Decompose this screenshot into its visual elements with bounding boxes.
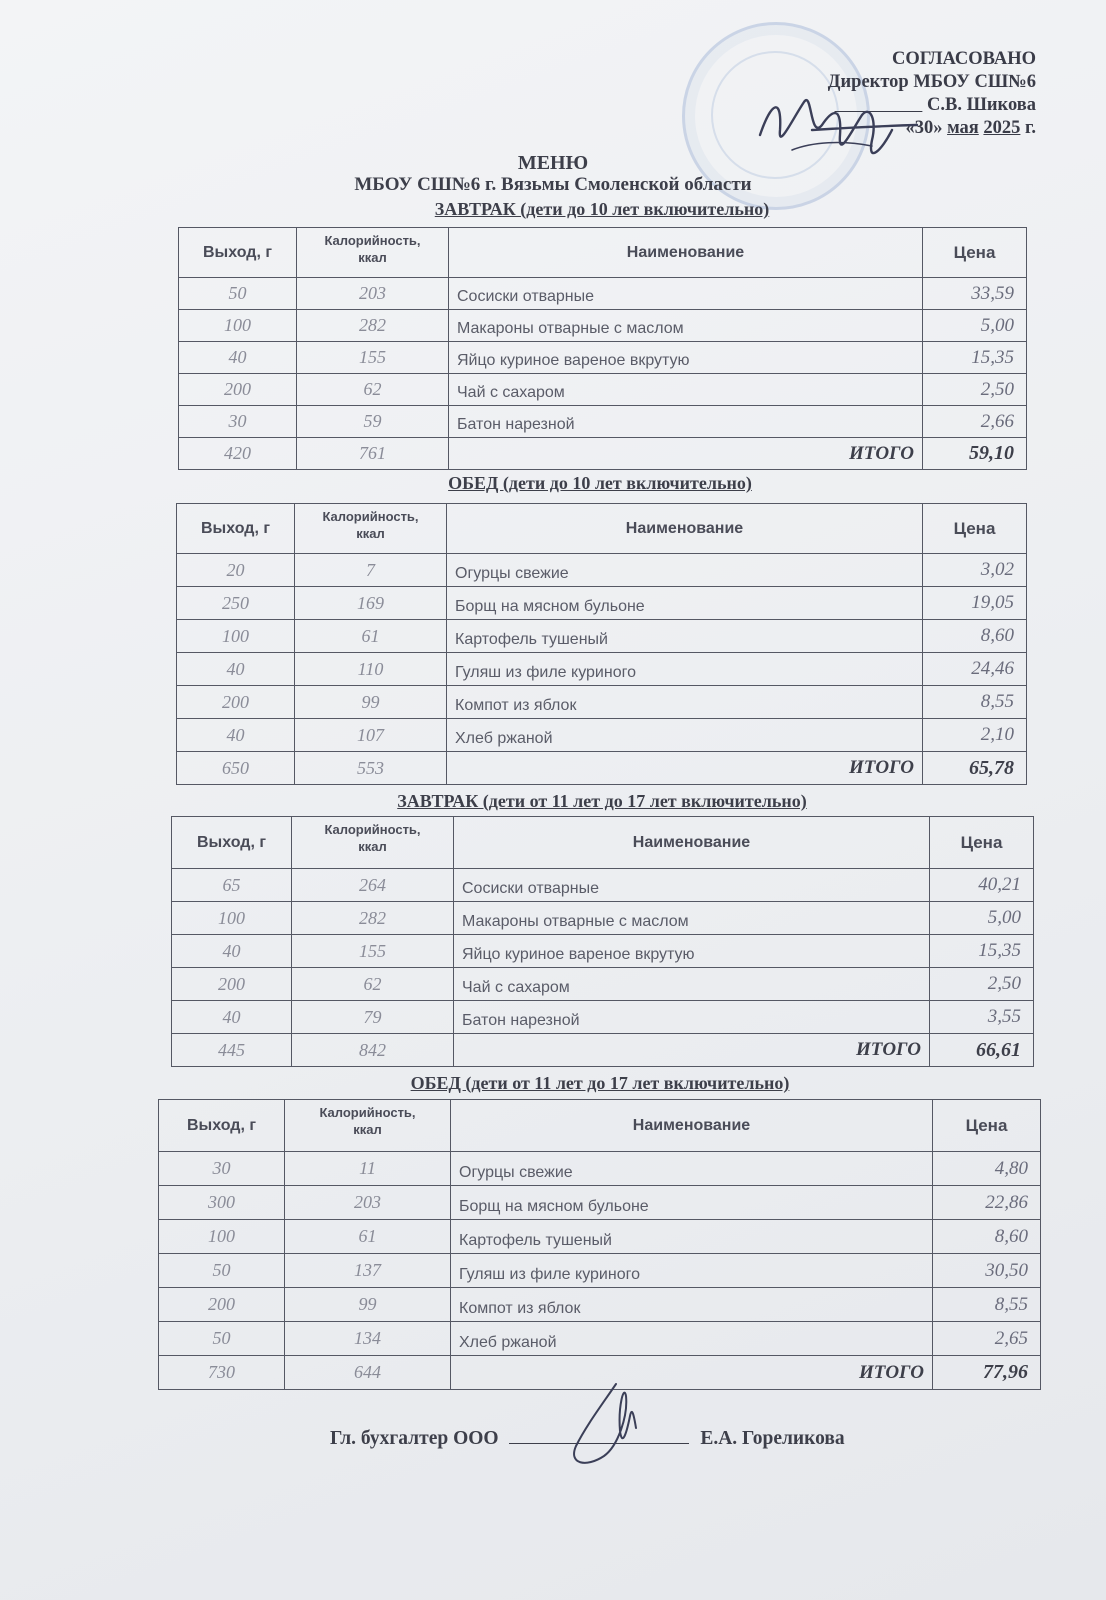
table-row — [172, 968, 1034, 1001]
document-title: МЕНЮ — [517, 152, 589, 174]
cell-weight: 100 — [159, 1220, 285, 1254]
total-price: 65,78 — [923, 752, 1027, 785]
accountant-role: Гл. бухгалтер ООО — [330, 1428, 499, 1449]
table-header-row — [177, 504, 1027, 554]
cell-price: 2,65 — [933, 1322, 1041, 1356]
cell-weight: 50 — [179, 278, 297, 310]
section-title-lunch-11-17: ОБЕД (дети от 11 лет до 17 лет включительно) — [410, 1073, 790, 1093]
cell-weight: 200 — [177, 686, 295, 719]
cell-name: Хлеб ржаной — [447, 719, 923, 752]
approval-name: С.В. Шикова — [927, 95, 1036, 115]
table-row — [177, 653, 1027, 686]
cell-weight: 50 — [159, 1322, 285, 1356]
menu-table-lunch-11-17 — [158, 1099, 1041, 1390]
cell-name: Компот из яблок — [447, 686, 923, 719]
cell-price: 30,50 — [933, 1254, 1041, 1288]
cell-kcal: 79 — [292, 1001, 454, 1034]
cell-price: 24,46 — [923, 653, 1027, 686]
table-row — [159, 1254, 1041, 1288]
column-weight: Выход, г — [177, 504, 295, 554]
cell-kcal: 62 — [297, 374, 449, 406]
cell-price: 40,21 — [930, 869, 1034, 902]
table-row — [177, 620, 1027, 653]
total-kcal: 842 — [292, 1034, 454, 1067]
cell-name: Батон нарезной — [449, 406, 923, 438]
cell-kcal: 61 — [295, 620, 447, 653]
column-calories: Калорийность, ккал — [285, 1100, 451, 1152]
cell-name: Сосиски отварные — [454, 869, 930, 902]
menu-table-breakfast-under-10 — [178, 227, 1027, 470]
cell-weight: 50 — [159, 1254, 285, 1288]
column-calories: Калорийность, ккал — [297, 228, 449, 278]
table-row — [179, 374, 1027, 406]
table-row — [177, 554, 1027, 587]
total-label: ИТОГО — [451, 1356, 933, 1390]
total-weight: 730 — [159, 1356, 285, 1390]
column-name: Наименование — [447, 504, 923, 554]
cell-price: 2,50 — [923, 374, 1027, 406]
cell-price: 3,55 — [930, 1001, 1034, 1034]
menu-table-lunch-under-10 — [176, 503, 1027, 785]
table-row — [179, 406, 1027, 438]
total-price: 66,61 — [930, 1034, 1034, 1067]
cell-weight: 200 — [172, 968, 292, 1001]
cell-price: 22,86 — [933, 1186, 1041, 1220]
cell-price: 5,00 — [930, 902, 1034, 935]
column-name: Наименование — [451, 1100, 933, 1152]
cell-name: Огурцы свежие — [447, 554, 923, 587]
cell-kcal: 99 — [285, 1288, 451, 1322]
section-title-lunch-under-10: ОБЕД (дети до 10 лет включительно) — [448, 473, 752, 493]
approval-date-year: 2025 — [983, 118, 1021, 138]
cell-price: 3,02 — [923, 554, 1027, 587]
document-subtitle: МБОУ СШ№6 г. Вязьмы Смоленской области — [354, 174, 752, 195]
table-header-row — [172, 817, 1034, 869]
approval-title: СОГЛАСОВАНО — [891, 49, 1036, 69]
total-kcal: 644 — [285, 1356, 451, 1390]
column-weight: Выход, г — [179, 228, 297, 278]
cell-price: 2,50 — [930, 968, 1034, 1001]
cell-weight: 40 — [177, 719, 295, 752]
cell-weight: 30 — [179, 406, 297, 438]
cell-weight: 40 — [177, 653, 295, 686]
column-weight: Выход, г — [159, 1100, 285, 1152]
cell-kcal: 155 — [292, 935, 454, 968]
cell-name: Картофель тушеный — [447, 620, 923, 653]
cell-name: Гуляш из филе куриного — [447, 653, 923, 686]
table-row — [179, 278, 1027, 310]
cell-kcal: 11 — [285, 1152, 451, 1186]
cell-name: Гуляш из филе куриного — [451, 1254, 933, 1288]
cell-price: 8,60 — [923, 620, 1027, 653]
section-title-breakfast-under-10: ЗАВТРАК (дети до 10 лет включительно) — [434, 199, 770, 219]
cell-name: Компот из яблок — [451, 1288, 933, 1322]
cell-price: 2,66 — [923, 406, 1027, 438]
total-label: ИТОГО — [449, 438, 923, 470]
cell-name: Огурцы свежие — [451, 1152, 933, 1186]
total-label: ИТОГО — [454, 1034, 930, 1067]
cell-weight: 65 — [172, 869, 292, 902]
table-row — [172, 1001, 1034, 1034]
cell-weight: 100 — [177, 620, 295, 653]
cell-kcal: 264 — [292, 869, 454, 902]
cell-kcal: 137 — [285, 1254, 451, 1288]
cell-weight: 20 — [177, 554, 295, 587]
cell-price: 8,55 — [923, 686, 1027, 719]
column-name: Наименование — [449, 228, 923, 278]
cell-weight: 300 — [159, 1186, 285, 1220]
cell-name: Макароны отварные с маслом — [454, 902, 930, 935]
column-calories: Калорийность, ккал — [295, 504, 447, 554]
cell-price: 15,35 — [923, 342, 1027, 374]
cell-kcal: 282 — [292, 902, 454, 935]
cell-name: Макароны отварные с маслом — [449, 310, 923, 342]
total-weight: 445 — [172, 1034, 292, 1067]
cell-kcal: 155 — [297, 342, 449, 374]
approval-date-month: мая — [947, 118, 979, 138]
cell-price: 33,59 — [923, 278, 1027, 310]
cell-name: Борщ на мясном бульоне — [447, 587, 923, 620]
cell-price: 2,10 — [923, 719, 1027, 752]
document-header — [0, 152, 1106, 196]
table-row — [172, 935, 1034, 968]
total-price: 59,10 — [923, 438, 1027, 470]
cell-weight: 250 — [177, 587, 295, 620]
cell-kcal: 169 — [295, 587, 447, 620]
table-header-row — [159, 1100, 1041, 1152]
cell-name: Сосиски отварные — [449, 278, 923, 310]
total-kcal: 553 — [295, 752, 447, 785]
accountant-name: Е.А. Гореликова — [700, 1428, 845, 1449]
table-header-row — [179, 228, 1027, 278]
column-price: Цена — [923, 228, 1027, 278]
cell-kcal: 61 — [285, 1220, 451, 1254]
cell-weight: 40 — [172, 935, 292, 968]
column-calories: Калорийность, ккал — [292, 817, 454, 869]
cell-kcal: 203 — [285, 1186, 451, 1220]
cell-name: Чай с сахаром — [454, 968, 930, 1001]
cell-weight: 100 — [179, 310, 297, 342]
column-price: Цена — [930, 817, 1034, 869]
cell-price: 8,60 — [933, 1220, 1041, 1254]
table-row — [177, 587, 1027, 620]
table-row — [159, 1322, 1041, 1356]
cell-name: Картофель тушеный — [451, 1220, 933, 1254]
table-row — [159, 1152, 1041, 1186]
section-title-breakfast-11-17: ЗАВТРАК (дети от 11 лет до 17 лет включительно) — [397, 791, 807, 811]
cell-kcal: 7 — [295, 554, 447, 587]
cell-weight: 40 — [172, 1001, 292, 1034]
table-total-row — [177, 752, 1027, 785]
cell-weight: 40 — [179, 342, 297, 374]
total-weight: 650 — [177, 752, 295, 785]
cell-name: Борщ на мясном бульоне — [451, 1186, 933, 1220]
cell-kcal: 107 — [295, 719, 447, 752]
total-price: 77,96 — [933, 1356, 1041, 1390]
table-row — [177, 719, 1027, 752]
cell-price: 8,55 — [933, 1288, 1041, 1322]
cell-price: 15,35 — [930, 935, 1034, 968]
table-row — [172, 902, 1034, 935]
cell-kcal: 110 — [295, 653, 447, 686]
cell-kcal: 62 — [292, 968, 454, 1001]
total-weight: 420 — [179, 438, 297, 470]
cell-price: 5,00 — [923, 310, 1027, 342]
column-name: Наименование — [454, 817, 930, 869]
cell-name: Чай с сахаром — [449, 374, 923, 406]
approval-date-suffix: г. — [1025, 118, 1036, 138]
table-row — [159, 1186, 1041, 1220]
cell-weight: 100 — [172, 902, 292, 935]
cell-kcal: 59 — [297, 406, 449, 438]
approval-date-day: «30» — [905, 118, 943, 138]
cell-price: 19,05 — [923, 587, 1027, 620]
cell-price: 4,80 — [933, 1152, 1041, 1186]
cell-weight: 200 — [159, 1288, 285, 1322]
approval-position: Директор МБОУ СШ№6 — [827, 72, 1036, 92]
column-price: Цена — [923, 504, 1027, 554]
cell-name: Яйцо куриное вареное вкрутую — [449, 342, 923, 374]
total-kcal: 761 — [297, 438, 449, 470]
column-weight: Выход, г — [172, 817, 292, 869]
table-row — [179, 342, 1027, 374]
cell-kcal: 99 — [295, 686, 447, 719]
total-label: ИТОГО — [447, 752, 923, 785]
table-total-row — [172, 1034, 1034, 1067]
column-price: Цена — [933, 1100, 1041, 1152]
cell-weight: 30 — [159, 1152, 285, 1186]
table-row — [159, 1220, 1041, 1254]
cell-kcal: 203 — [297, 278, 449, 310]
table-row — [179, 310, 1027, 342]
cell-name: Яйцо куриное вареное вкрутую — [454, 935, 930, 968]
table-row — [177, 686, 1027, 719]
cell-name: Батон нарезной — [454, 1001, 930, 1034]
table-total-row — [179, 438, 1027, 470]
table-row — [159, 1288, 1041, 1322]
menu-table-breakfast-11-17 — [171, 816, 1034, 1067]
cell-weight: 200 — [179, 374, 297, 406]
accountant-signature-icon — [556, 1376, 666, 1476]
cell-kcal: 134 — [285, 1322, 451, 1356]
cell-kcal: 282 — [297, 310, 449, 342]
table-row — [172, 869, 1034, 902]
cell-name: Хлеб ржаной — [451, 1322, 933, 1356]
